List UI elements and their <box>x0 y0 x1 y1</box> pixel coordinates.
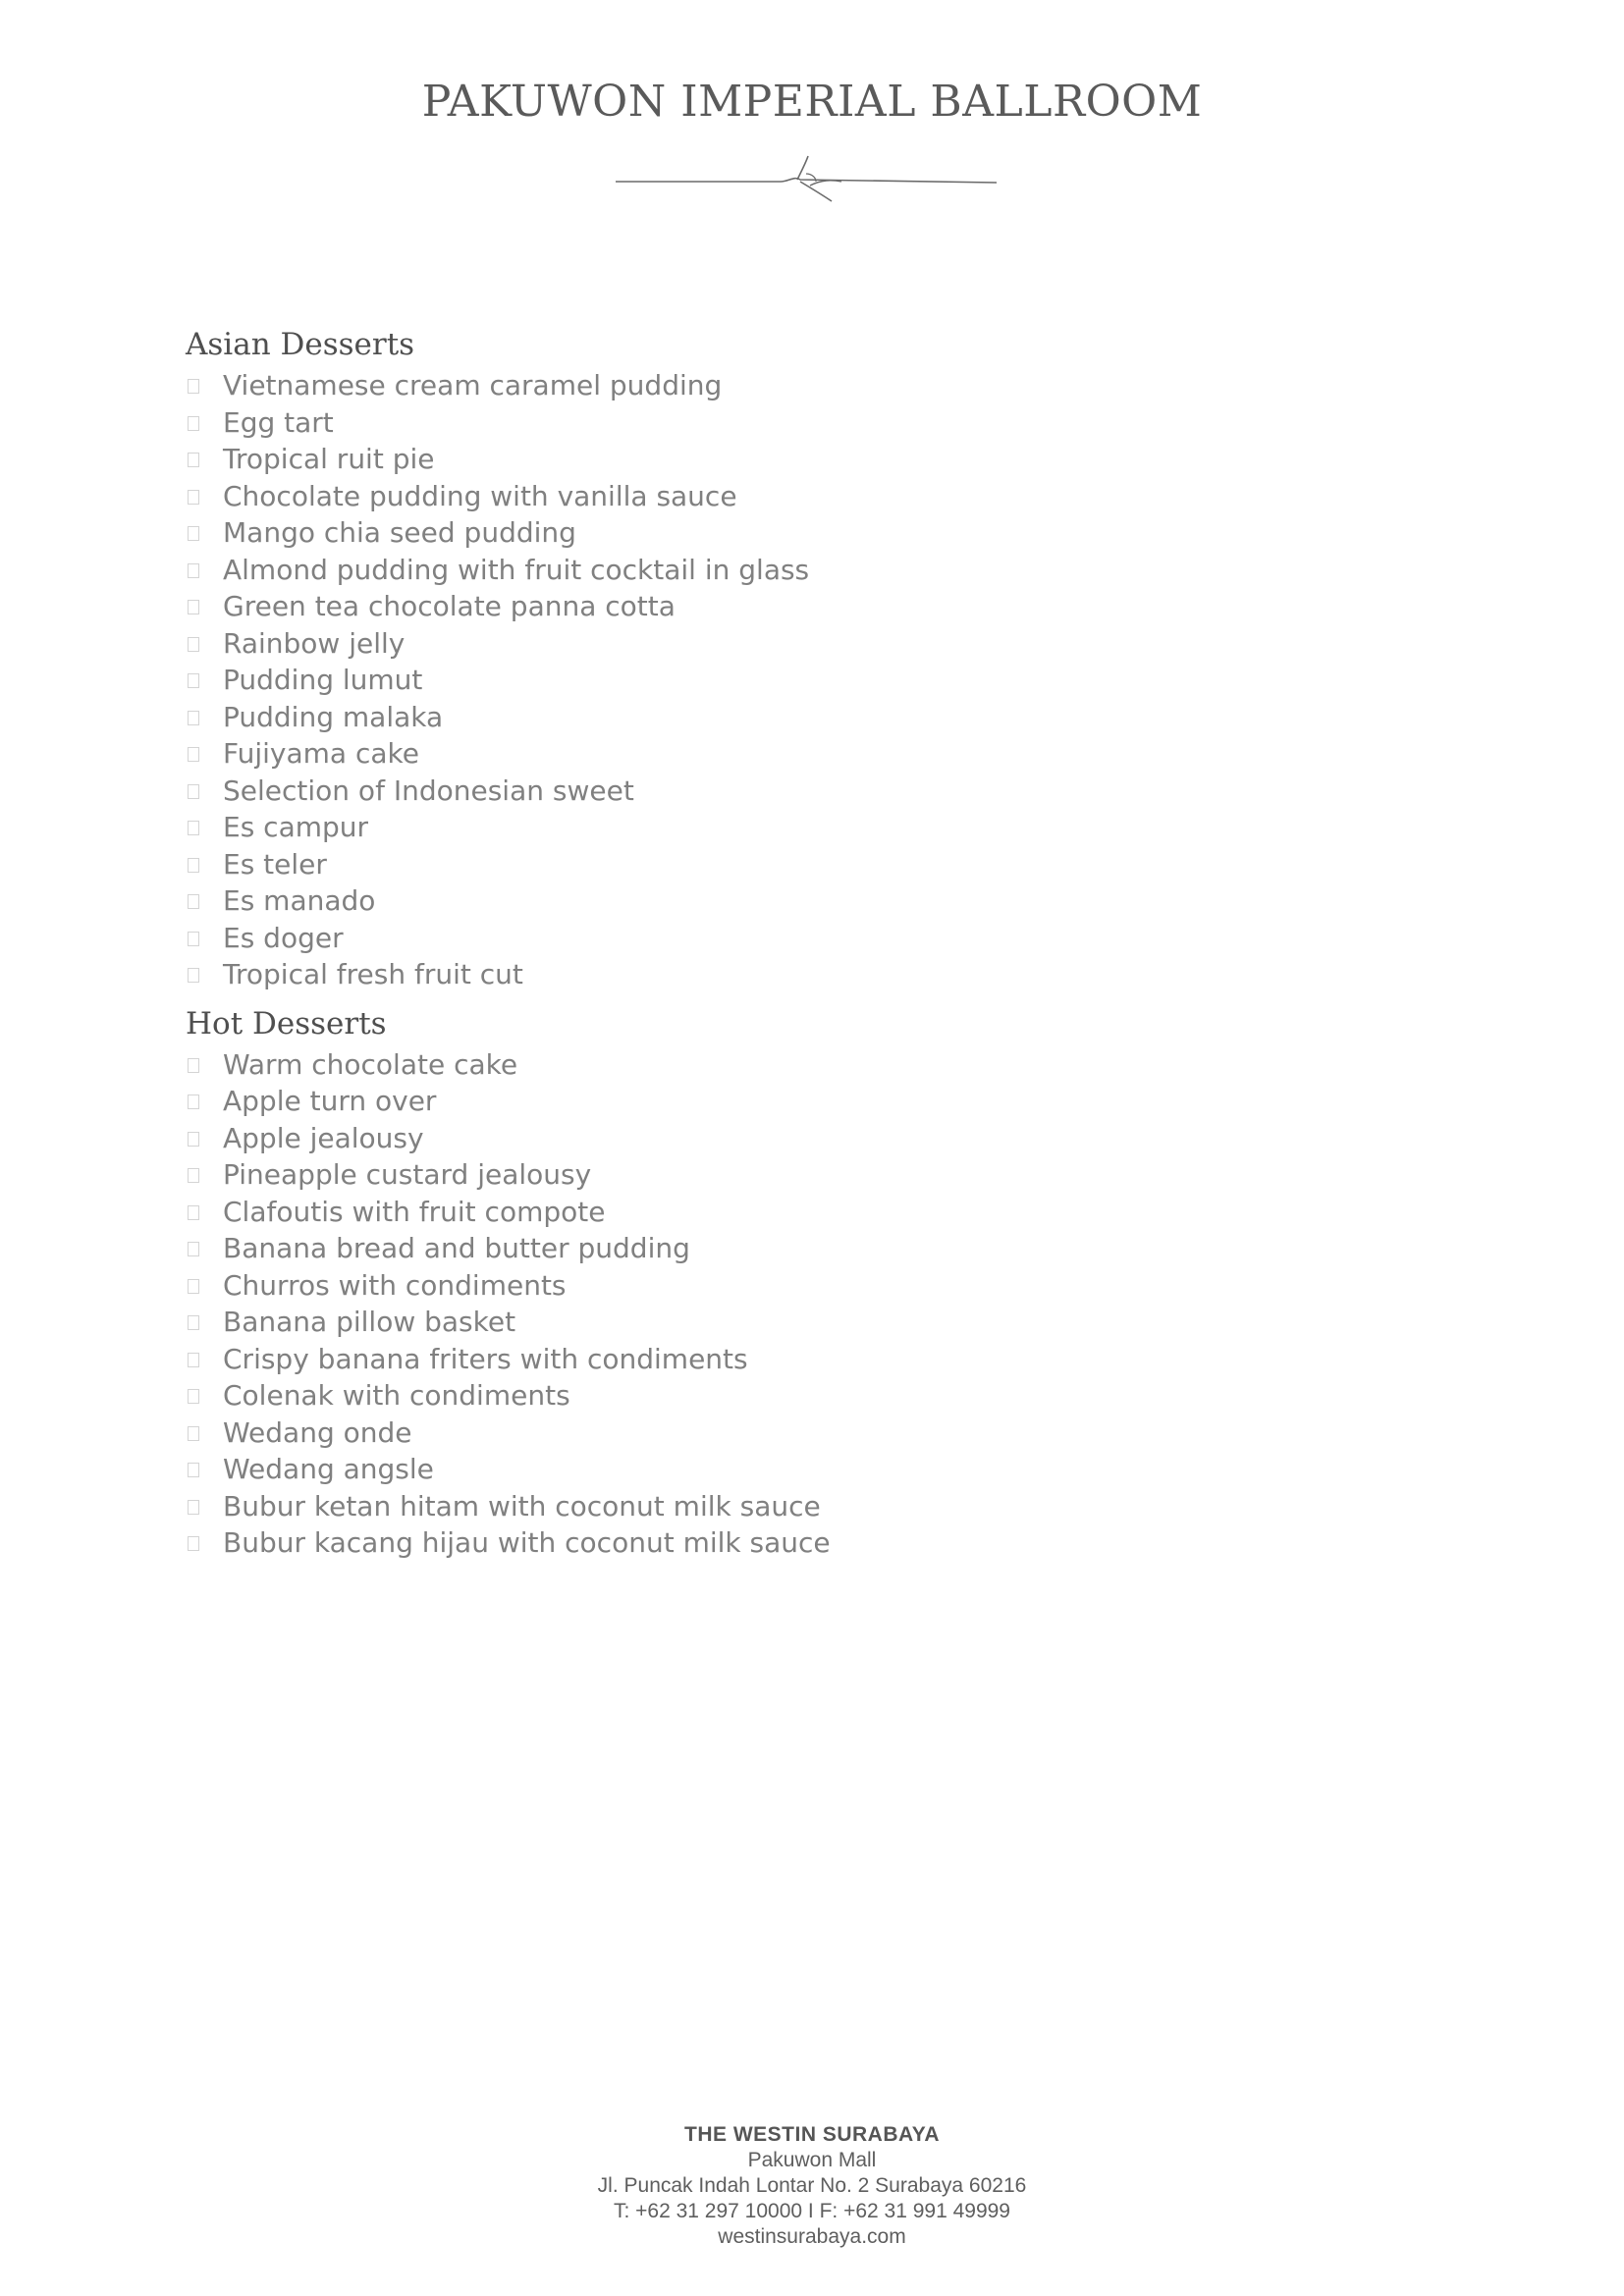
menu-item <box>186 404 1364 442</box>
menu-item <box>186 1156 1364 1194</box>
menu-item <box>186 882 1364 920</box>
menu-item <box>186 1120 1364 1157</box>
checkbox-icon <box>188 1426 199 1441</box>
menu-item <box>186 514 1364 552</box>
menu-item <box>186 1341 1364 1378</box>
menu-item <box>186 478 1364 515</box>
checkbox-icon <box>188 526 199 541</box>
checkbox-icon <box>188 1132 199 1147</box>
menu-item <box>186 1524 1364 1562</box>
menu-item-label: Rainbow jelly <box>223 626 406 660</box>
menu-item-label: Pineapple custard jealousy <box>223 1158 592 1191</box>
footer-address: Jl. Puncak Indah Lontar No. 2 Surabaya 60216 <box>597 2174 1027 2197</box>
menu-item-label: Fujiyama cake <box>223 737 419 770</box>
menu-item-label: Green tea chocolate panna cotta <box>223 590 676 622</box>
menu-item <box>186 1230 1364 1267</box>
checkbox-icon <box>188 1058 199 1073</box>
checkbox-icon <box>188 1463 199 1477</box>
checkbox-icon <box>188 1095 199 1109</box>
menu-item-label: Egg tart <box>223 405 334 439</box>
menu-item <box>186 1304 1364 1341</box>
menu-item <box>186 699 1364 736</box>
menu-item <box>186 1488 1364 1525</box>
hot-desserts-list <box>186 1046 1364 1562</box>
menu-item <box>186 1194 1364 1231</box>
menu-item <box>186 1377 1364 1415</box>
checkbox-icon <box>188 600 199 614</box>
menu-item-label: Es campur <box>223 811 369 843</box>
menu-item-label: Banana pillow basket <box>223 1306 516 1338</box>
leaf-divider-icon <box>614 152 999 205</box>
menu-item-label: Pudding malaka <box>223 700 444 733</box>
menu-item-label: Vietnamese cream caramel pudding <box>223 369 723 401</box>
checkbox-icon <box>188 416 199 431</box>
checkbox-icon <box>188 821 199 835</box>
menu-item-label: Bubur kacang hijau with coconut milk sauce <box>223 1526 831 1559</box>
checkbox-icon <box>188 637 199 652</box>
menu-item-label: Apple jealousy <box>223 1121 424 1154</box>
menu-item <box>186 588 1364 625</box>
footer-website: westinsurabaya.com <box>718 2225 906 2248</box>
menu-item-label: Es teler <box>223 847 327 881</box>
menu-item-label: Banana bread and butter pudding <box>223 1232 690 1264</box>
checkbox-icon <box>188 1205 199 1220</box>
footer-phone-fax: T: +62 31 297 10000 I F: +62 31 991 49999 <box>613 2200 1010 2222</box>
menu-item <box>186 367 1364 404</box>
checkbox-icon <box>188 1353 199 1367</box>
menu-item <box>186 1046 1364 1084</box>
menu-item <box>186 662 1364 699</box>
footer-brand: THE WESTIN SURABAYA <box>684 2123 940 2146</box>
menu-item <box>186 1267 1364 1305</box>
menu-item-label: Es doger <box>223 921 344 954</box>
menu-item <box>186 1083 1364 1120</box>
menu-item <box>186 441 1364 478</box>
menu-item-label: Wedang onde <box>223 1415 412 1449</box>
checkbox-icon <box>188 1242 199 1256</box>
asian-desserts-list <box>186 367 1364 993</box>
menu-item-label: Almond pudding with fruit cocktail in glass <box>223 553 810 586</box>
menu-item <box>186 1415 1364 1452</box>
checkbox-icon <box>188 1389 199 1404</box>
menu-item <box>186 773 1364 810</box>
checkbox-icon <box>188 932 199 946</box>
checkbox-icon <box>188 1279 199 1294</box>
menu-item-label: Selection of Indonesian sweet <box>223 774 634 807</box>
menu-item-label: Wedang angsle <box>223 1453 434 1485</box>
menu-item-label: Mango chia seed pudding <box>223 516 576 549</box>
menu-item-label: Tropical ruit pie <box>223 443 435 475</box>
page-title: PAKUWON IMPERIAL BALLROOM <box>421 77 1203 127</box>
checkbox-icon <box>188 453 199 467</box>
checkbox-icon <box>188 1315 199 1330</box>
footer-location: Pakuwon Mall <box>747 2149 877 2171</box>
menu-content <box>186 322 1364 1562</box>
checkbox-icon <box>188 563 199 578</box>
checkbox-icon <box>188 747 199 762</box>
checkbox-icon <box>188 968 199 983</box>
menu-item-label: Crispy banana friters with condiments <box>223 1342 748 1375</box>
menu-item-label: Clafoutis with fruit compote <box>223 1195 606 1228</box>
menu-item-label: Apple turn over <box>223 1085 437 1117</box>
menu-item-label: Tropical fresh fruit cut <box>223 958 523 990</box>
menu-item <box>186 956 1364 993</box>
menu-item <box>186 625 1364 663</box>
menu-item-label: Churros with condiments <box>223 1268 567 1302</box>
checkbox-icon <box>188 858 199 873</box>
checkbox-icon <box>188 1536 199 1551</box>
checkbox-icon <box>188 1168 199 1183</box>
menu-item <box>186 735 1364 773</box>
section-heading-hot-desserts: Hot Desserts <box>186 1005 387 1041</box>
menu-item-label: Es manado <box>223 884 376 917</box>
menu-item <box>186 552 1364 589</box>
section-heading-asian-desserts: Asian Desserts <box>186 327 415 362</box>
menu-item-label: Chocolate pudding with vanilla sauce <box>223 479 737 512</box>
menu-item <box>186 846 1364 883</box>
checkbox-icon <box>188 673 199 688</box>
menu-item-label: Colenak with condiments <box>223 1379 570 1412</box>
checkbox-icon <box>188 894 199 909</box>
menu-item <box>186 809 1364 846</box>
checkbox-icon <box>188 379 199 394</box>
menu-item <box>186 1451 1364 1488</box>
checkbox-icon <box>188 784 199 799</box>
menu-item <box>186 920 1364 957</box>
checkbox-icon <box>188 1500 199 1515</box>
menu-item-label: Warm chocolate cake <box>223 1047 518 1081</box>
checkbox-icon <box>188 490 199 505</box>
checkbox-icon <box>188 711 199 725</box>
menu-item-label: Bubur ketan hitam with coconut milk sauce <box>223 1489 821 1522</box>
menu-item-label: Pudding lumut <box>223 664 423 696</box>
footer <box>0 2122 1624 2250</box>
